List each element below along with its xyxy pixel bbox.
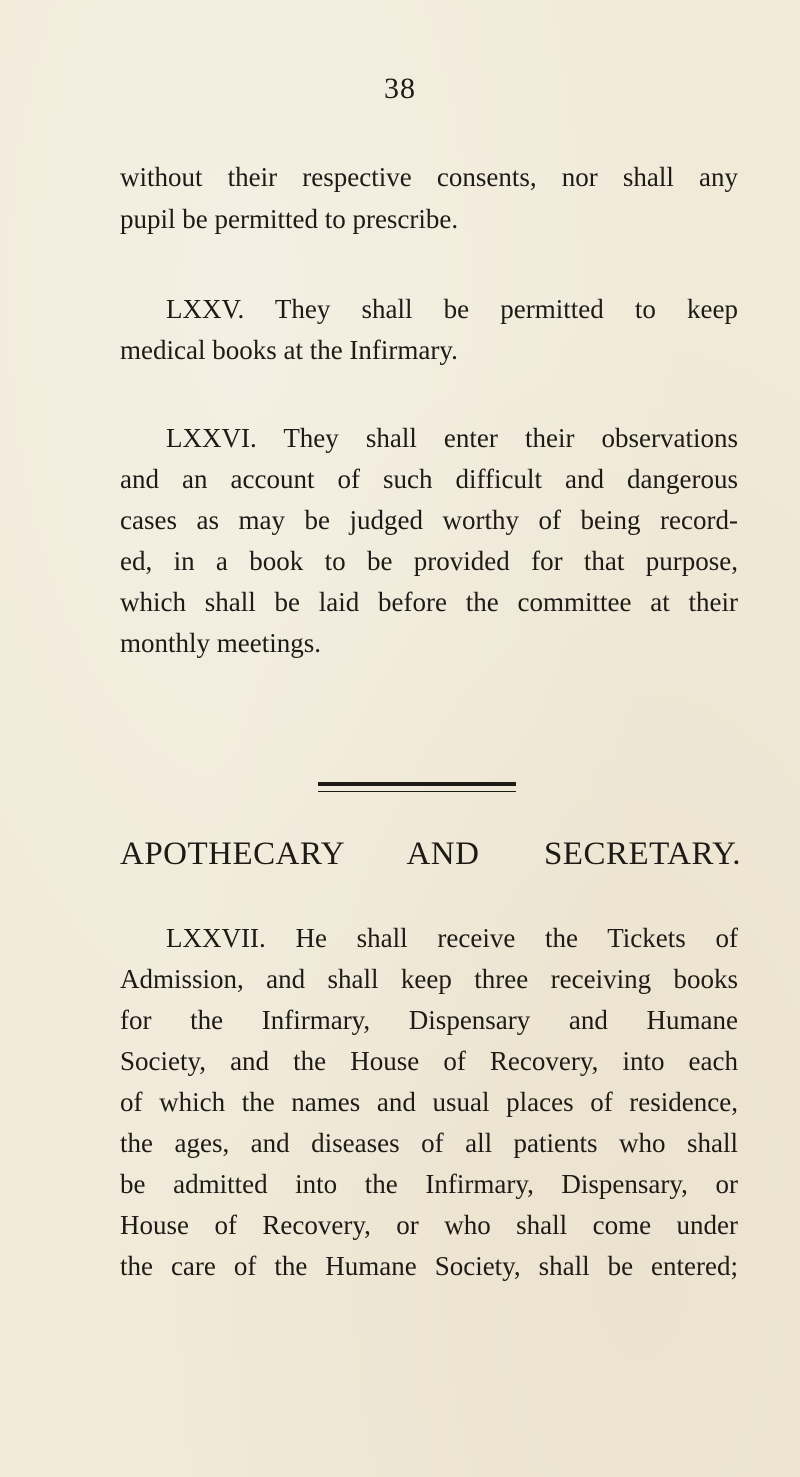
text-line: which shall be laid before the committee at their bbox=[120, 587, 738, 617]
section-heading: APOTHECARY AND SECRETARY. bbox=[120, 836, 741, 872]
text-line: House of Recovery, or who shall come under bbox=[120, 1210, 738, 1240]
text-line: the care of the Humane Society, shall be entered; bbox=[120, 1251, 738, 1281]
rule-lxxvii-line: LXXVII. He shall receive the Tickets of bbox=[166, 923, 738, 953]
separator-rule-thick bbox=[318, 782, 516, 786]
rule-lxxvi-line: LXXVI. They shall enter their observations bbox=[166, 423, 738, 453]
text-line: medical books at the Infirmary. bbox=[120, 335, 458, 365]
text-line: be admitted into the Infirmary, Dispensary, or bbox=[120, 1169, 738, 1199]
text-line: monthly meetings. bbox=[120, 628, 321, 658]
text-line: for the Infirmary, Dispensary and Humane bbox=[120, 1005, 738, 1035]
text-line: Society, and the House of Recovery, into each bbox=[120, 1046, 738, 1076]
text-line: without their respective consents, nor shall any bbox=[120, 162, 738, 192]
text-line: the ages, and diseases of all patients who shall bbox=[120, 1128, 738, 1158]
rule-lxxv-line: LXXV. They shall be permitted to keep bbox=[166, 294, 738, 324]
text-line: ed, in a book to be provided for that purpose, bbox=[120, 546, 738, 576]
text-line: pupil be permitted to prescribe. bbox=[120, 204, 459, 234]
text-line: cases as may be judged worthy of being record- bbox=[120, 505, 738, 535]
text-line: Admission, and shall keep three receiving books bbox=[120, 964, 738, 994]
separator-rule-thin bbox=[318, 791, 516, 792]
text-line: of which the names and usual places of residence, bbox=[120, 1087, 738, 1117]
text-line: and an account of such difficult and dangerous bbox=[120, 464, 738, 494]
page-number: 38 bbox=[384, 72, 416, 105]
